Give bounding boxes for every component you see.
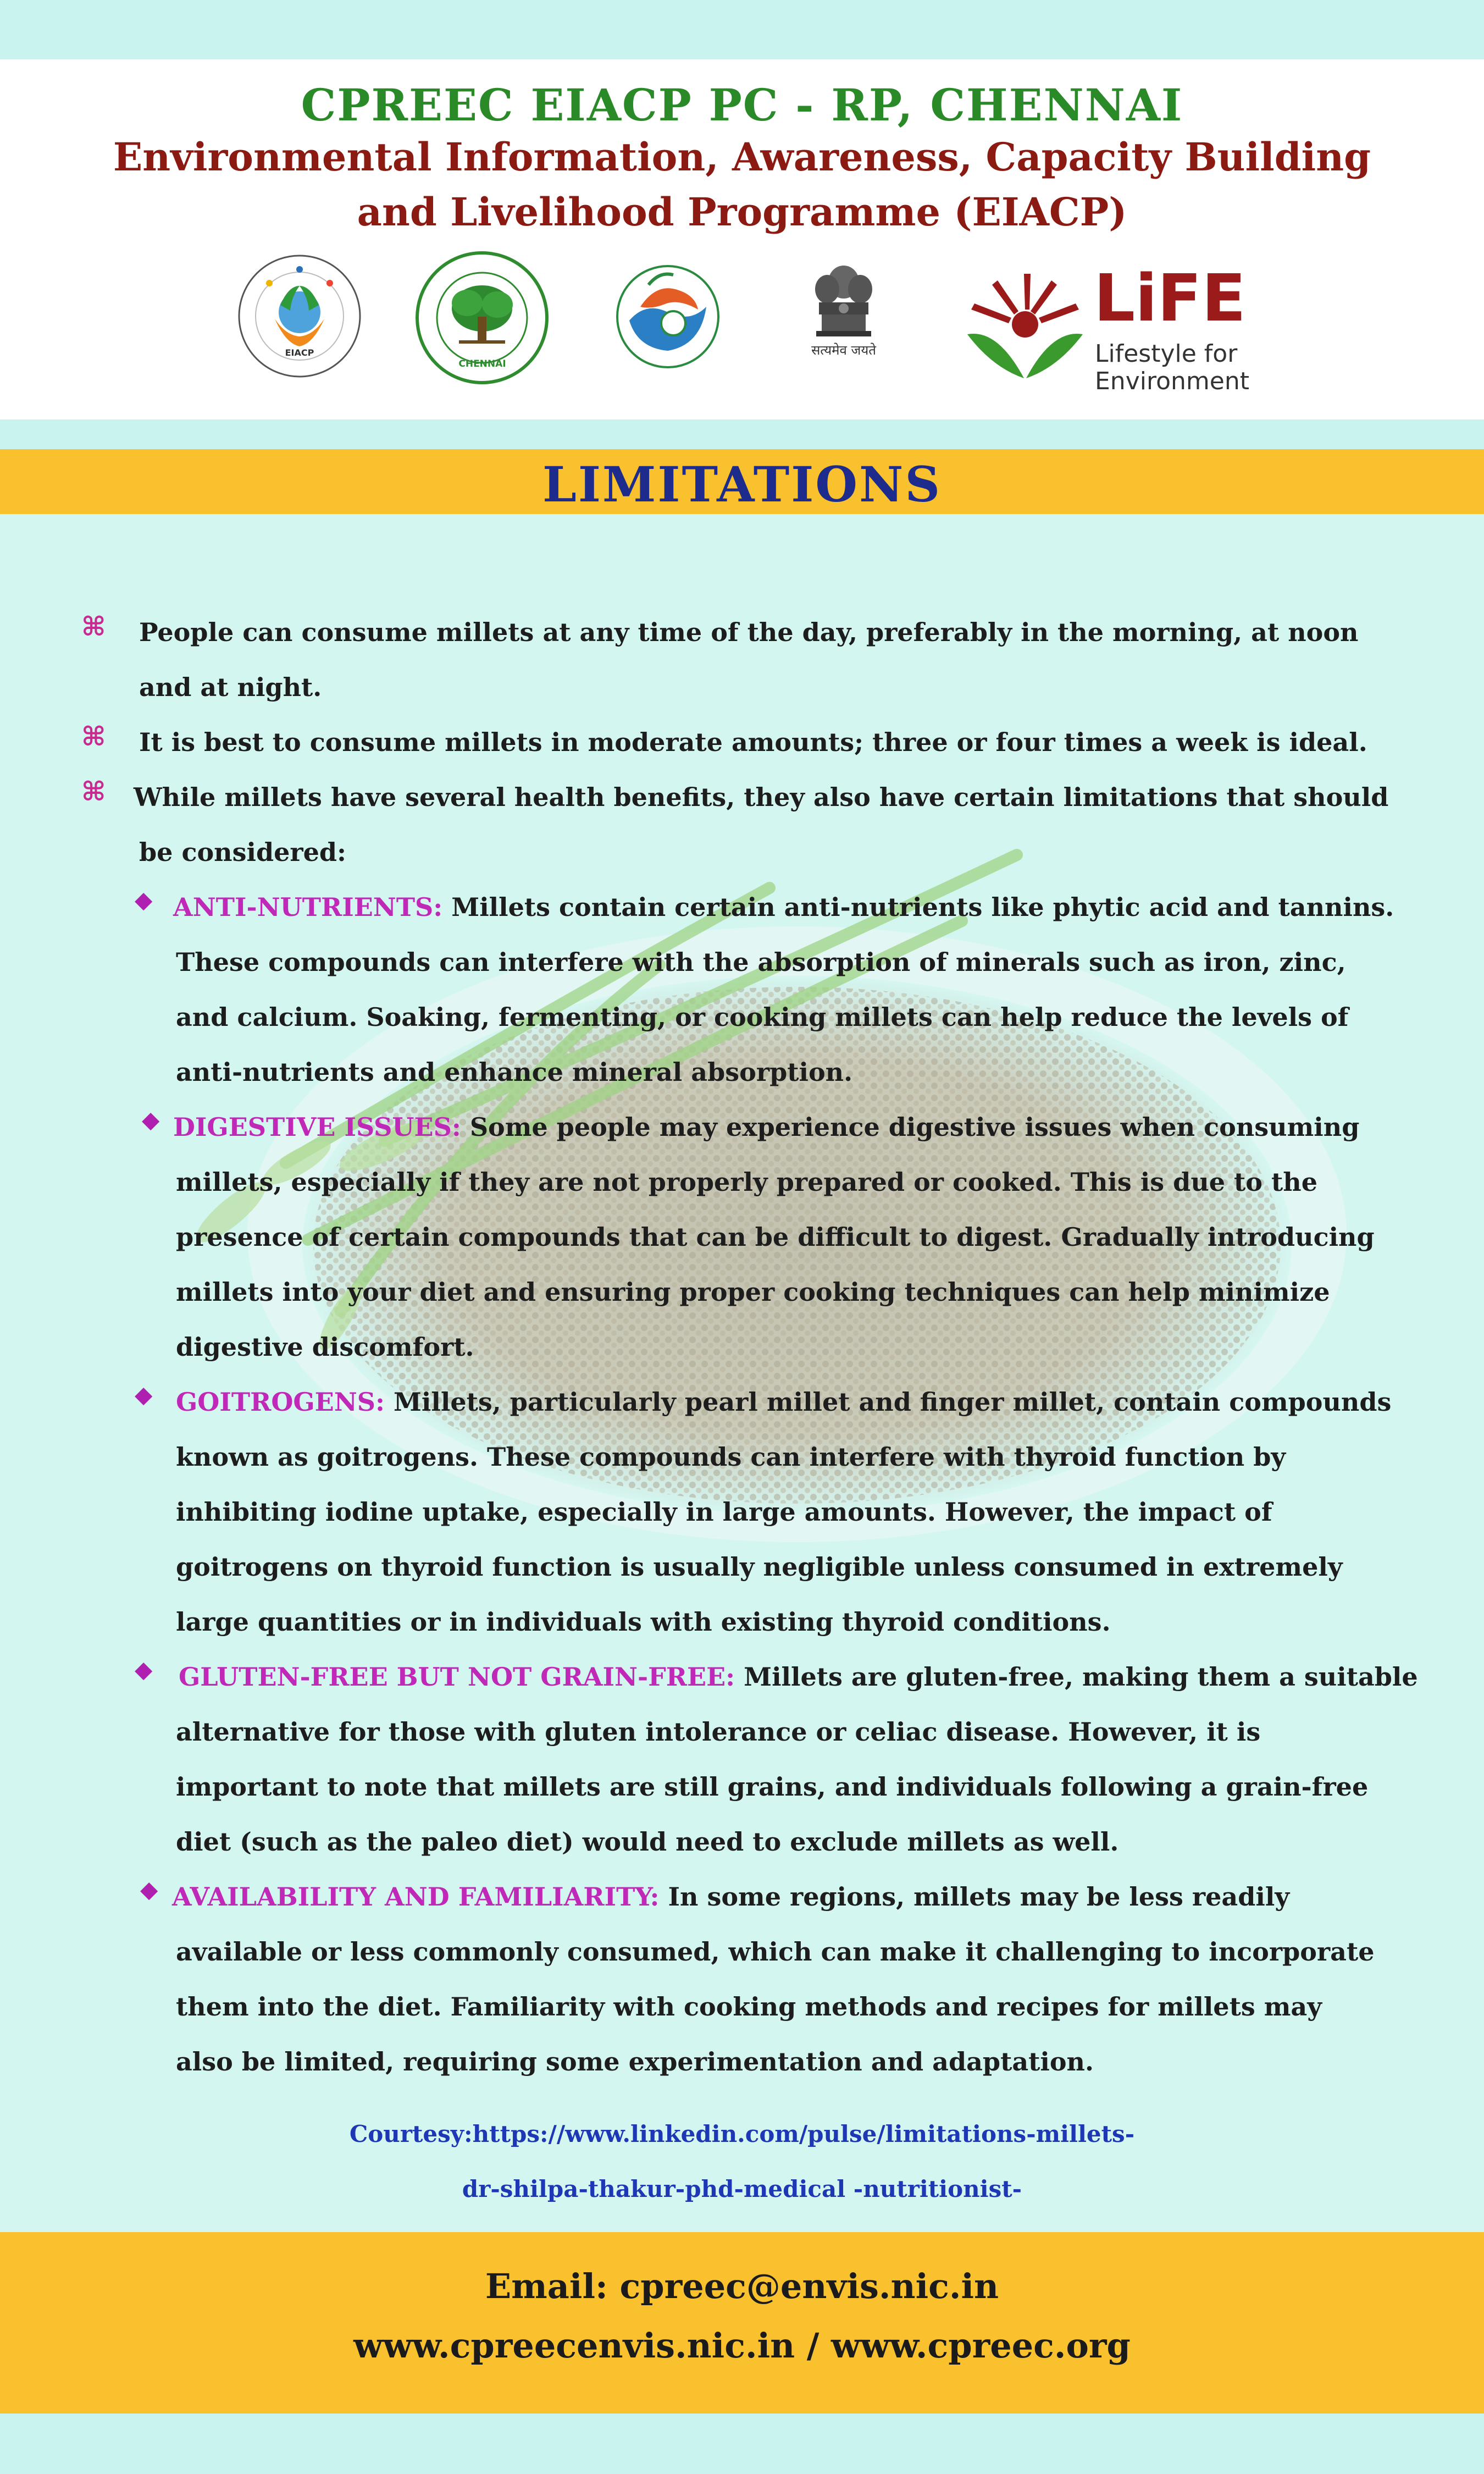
intro-point-3-line1: While millets have several health benefits, they also have certain limitations that should bbox=[134, 782, 1389, 812]
title-programme-line2: and Livelihood Programme (EIACP) bbox=[357, 189, 1127, 235]
limitation-availability-heading: AVAILABILITY AND FAMILIARITY: bbox=[172, 1882, 660, 1912]
command-symbol-icon: ⌘ bbox=[81, 611, 106, 642]
limitation-anti-nutrients-line4: anti-nutrients and enhance mineral absorption. bbox=[176, 1057, 853, 1087]
limitation-goitrogens-line1: GOITROGENS: Millets, particularly pearl millet and finger millet, contain compounds bbox=[176, 1387, 1392, 1417]
limitation-availability-line1: AVAILABILITY AND FAMILIARITY: In some regions, millets may be less readily bbox=[172, 1882, 1290, 1912]
cpr-logo-label: CHENNAI bbox=[458, 358, 506, 369]
bottom-strip bbox=[0, 2414, 1484, 2474]
cpr-environmental-education-centre-logo bbox=[415, 251, 550, 385]
intro-point-1-line2: and at night. bbox=[139, 672, 322, 702]
national-emblem-logo bbox=[802, 252, 885, 367]
section-title: LIMITATIONS bbox=[542, 456, 942, 513]
footer-websites[interactable]: www.cpreecenvis.nic.in / www.cpreec.org bbox=[353, 2326, 1131, 2366]
eiacp-logo-label: EIACP bbox=[285, 347, 314, 358]
section-title-band bbox=[0, 449, 1484, 514]
intro-point-1-line1: People can consume millets at any time of the day, preferably in the morning, at noon bbox=[139, 617, 1359, 647]
limitation-digestive-line1: DIGESTIVE ISSUES: Some people may experience digestive issues when consuming bbox=[173, 1112, 1360, 1142]
limitation-gluten-free-line3: important to note that millets are still grains, and individuals following a grain-free bbox=[176, 1772, 1369, 1802]
eiacp-logo bbox=[236, 253, 363, 379]
limitation-anti-nutrients-line2: These compounds can interfere with the absorption of minerals such as iron, zinc, bbox=[176, 947, 1346, 977]
life-logo-wordmark: LiFE bbox=[1094, 260, 1246, 336]
life-logo-subtext-1: Lifestyle for bbox=[1095, 340, 1238, 368]
title-programme-line1: Environmental Information, Awareness, Capacity Building bbox=[113, 134, 1371, 180]
command-symbol-icon: ⌘ bbox=[81, 776, 106, 807]
command-symbol-icon: ⌘ bbox=[81, 721, 106, 752]
title-cpreec: CPREEC EIACP PC - RP, CHENNAI bbox=[301, 79, 1183, 131]
limitation-digestive-line5: digestive discomfort. bbox=[176, 1332, 474, 1362]
limitation-digestive-line2: millets, especially if they are not properly prepared or cooked. This is due to the bbox=[176, 1167, 1317, 1197]
diamond-icon: ◆ bbox=[135, 1656, 153, 1683]
life-logo-subtext-2: Environment bbox=[1095, 367, 1249, 395]
limitation-goitrogens-line4: goitrogens on thyroid function is usually negligible unless consumed in extremely bbox=[176, 1552, 1343, 1582]
top-strip bbox=[0, 0, 1484, 59]
intro-point-2-line1: It is best to consume millets in moderate amounts; three or four times a week is ideal. bbox=[139, 727, 1367, 757]
limitation-anti-nutrients-heading: ANTI-NUTRIENTS: bbox=[173, 892, 443, 922]
courtesy-line1[interactable]: Courtesy:https://www.linkedin.com/pulse/limitations-millets- bbox=[349, 2120, 1135, 2147]
limitation-goitrogens-line5: large quantities or in individuals with existing thyroid conditions. bbox=[176, 1607, 1111, 1637]
limitation-gluten-free-line2: alternative for those with gluten intolerance or celiac disease. However, it is bbox=[176, 1717, 1261, 1747]
life-logo bbox=[959, 263, 1091, 389]
footer bbox=[0, 2232, 1484, 2414]
limitation-gluten-free-line1: GLUTEN-FREE BUT NOT GRAIN-FREE: Millets are gluten-free, making them a suitable bbox=[179, 1662, 1418, 1692]
limitation-anti-nutrients-line3: and calcium. Soaking, fermenting, or cooking millets can help reduce the levels of bbox=[176, 1002, 1349, 1032]
courtesy-line2[interactable]: dr-shilpa-thakur-phd-medical -nutritionist- bbox=[462, 2175, 1022, 2202]
diamond-icon: ◆ bbox=[142, 1106, 160, 1133]
limitation-digestive-line3: presence of certain compounds that can be difficult to digest. Gradually introducing bbox=[176, 1222, 1375, 1252]
header bbox=[0, 59, 1484, 419]
limitation-gluten-free-line4: diet (such as the paleo diet) would need to exclude millets as well. bbox=[176, 1827, 1119, 1857]
intro-point-3-line2: be considered: bbox=[139, 837, 347, 867]
diamond-icon: ◆ bbox=[135, 1381, 153, 1408]
limitation-digestive-heading: DIGESTIVE ISSUES: bbox=[173, 1112, 461, 1142]
limitation-availability-line4: also be limited, requiring some experimentation and adaptation. bbox=[176, 2047, 1094, 2077]
emblem-motto: सत्यमेव जयते bbox=[811, 343, 876, 358]
limitation-availability-line2: available or less commonly consumed, which can make it challenging to incorporate bbox=[176, 1937, 1375, 1967]
limitation-gluten-free-heading: GLUTEN-FREE BUT NOT GRAIN-FREE: bbox=[179, 1662, 735, 1692]
limitation-anti-nutrients-line1: ANTI-NUTRIENTS: Millets contain certain anti-nutrients like phytic acid and tannins. bbox=[173, 892, 1394, 922]
diamond-icon: ◆ bbox=[140, 1876, 158, 1903]
limitation-availability-line3: them into the diet. Familiarity with cooking methods and recipes for millets may bbox=[176, 1992, 1322, 2022]
prakriti-raksha-logo bbox=[607, 252, 728, 378]
limitation-goitrogens-heading: GOITROGENS: bbox=[176, 1387, 385, 1417]
limitation-goitrogens-line2: known as goitrogens. These compounds can interfere with thyroid function by bbox=[176, 1442, 1286, 1472]
footer-email[interactable]: Email: cpreec@envis.nic.in bbox=[485, 2266, 999, 2306]
diamond-icon: ◆ bbox=[135, 886, 153, 913]
limitation-digestive-line4: millets into your diet and ensuring proper cooking techniques can help minimize bbox=[176, 1277, 1330, 1307]
limitation-goitrogens-line3: inhibiting iodine uptake, especially in large amounts. However, the impact of bbox=[176, 1497, 1272, 1527]
